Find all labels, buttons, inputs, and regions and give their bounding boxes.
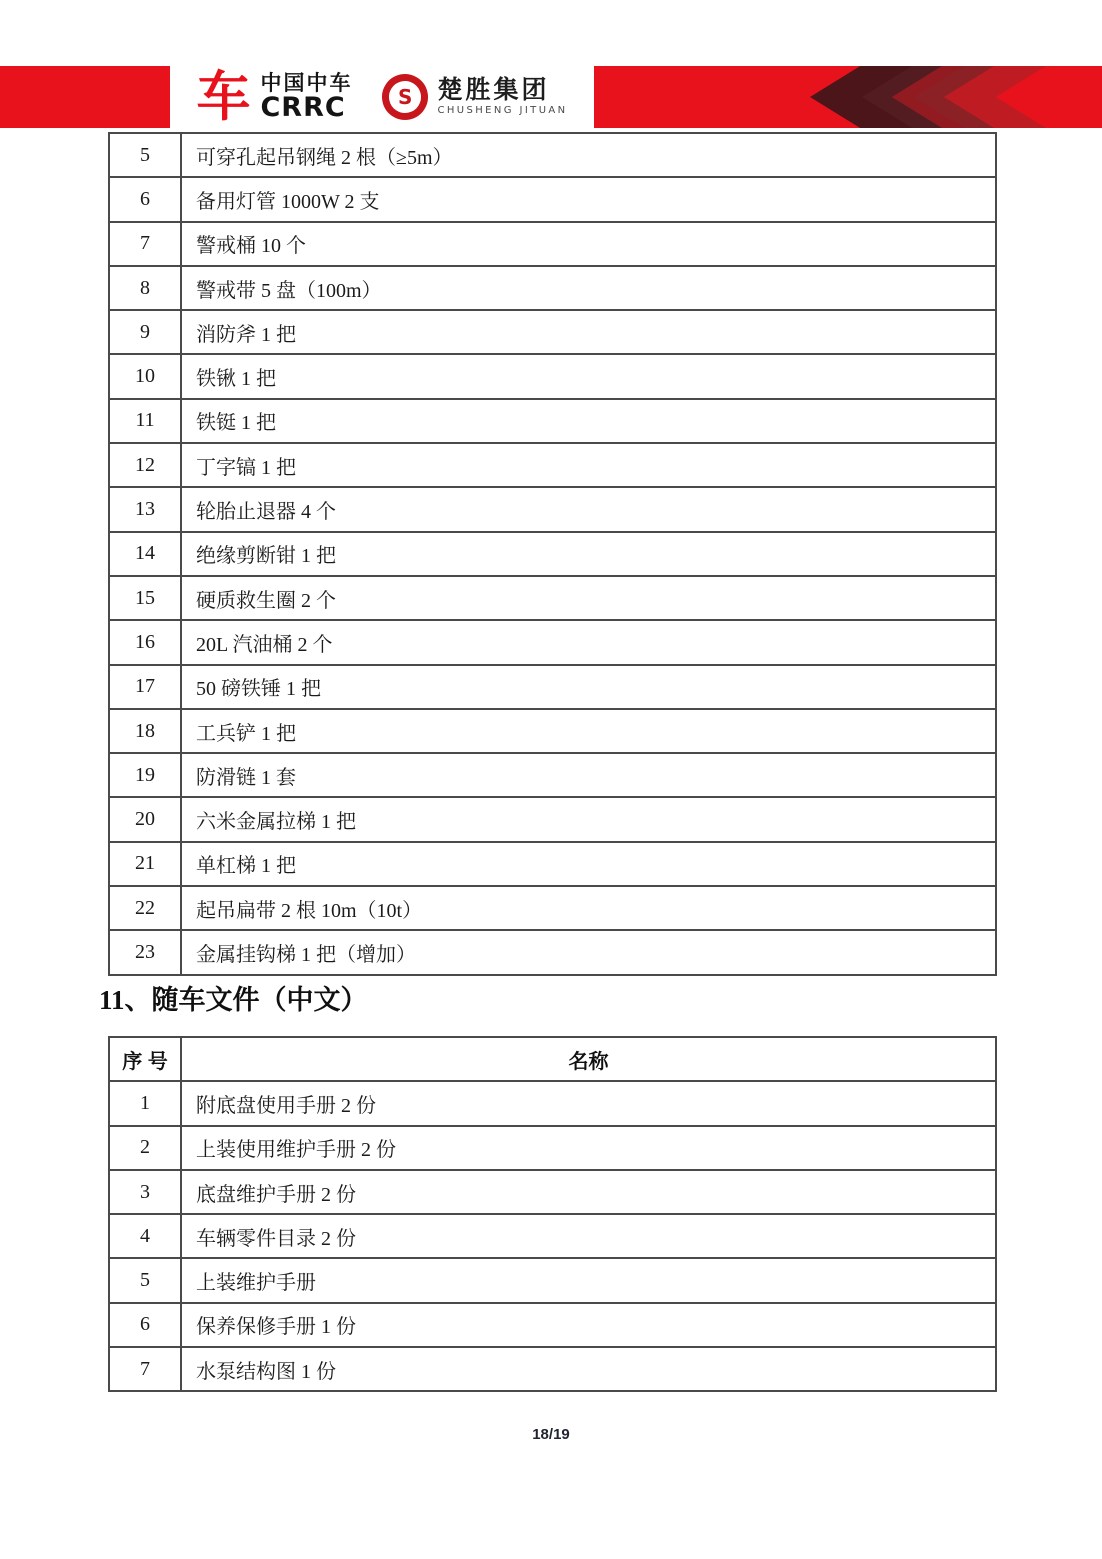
column-header-name: 名称 [181, 1037, 996, 1081]
table-row [109, 576, 996, 620]
table-row [109, 620, 996, 664]
row-name: 轮胎止退器 4 个 [181, 487, 996, 531]
chusheng-logo [382, 74, 567, 120]
row-number: 12 [109, 443, 181, 487]
table-row [109, 753, 996, 797]
section-title: 11、随车文件（中文） [99, 985, 368, 1015]
table-row [109, 532, 996, 576]
table-row [109, 797, 996, 841]
header-red-block-left [0, 66, 170, 128]
row-number: 19 [109, 753, 181, 797]
table-row [109, 1303, 996, 1347]
row-number: 8 [109, 266, 181, 310]
row-name: 铁锹 1 把 [181, 354, 996, 398]
row-number: 3 [109, 1170, 181, 1214]
row-number: 16 [109, 620, 181, 664]
row-name: 20L 汽油桶 2 个 [181, 620, 996, 664]
row-number: 4 [109, 1214, 181, 1258]
crrc-name-en: CRRC [260, 91, 346, 123]
table-row [109, 886, 996, 930]
row-number: 1 [109, 1081, 181, 1125]
table-row [109, 1258, 996, 1302]
table-row [109, 399, 996, 443]
table-header-row [109, 1037, 996, 1081]
row-number: 6 [109, 177, 181, 221]
row-number: 14 [109, 532, 181, 576]
row-name: 绝缘剪断钳 1 把 [181, 532, 996, 576]
column-header-no: 序 号 [109, 1037, 181, 1081]
table-row [109, 1081, 996, 1125]
row-number: 17 [109, 665, 181, 709]
row-name: 警戒桶 10 个 [181, 222, 996, 266]
row-name: 消防斧 1 把 [181, 310, 996, 354]
table-row [109, 177, 996, 221]
crrc-name-cn: 中国中车 [260, 70, 353, 95]
equipment-table [108, 132, 997, 976]
row-number: 7 [109, 1347, 181, 1391]
row-name: 警戒带 5 盘（100m） [181, 266, 996, 310]
header-logo-area [170, 66, 594, 128]
row-name: 金属挂钩梯 1 把（增加） [181, 930, 996, 974]
chusheng-emblem-icon [378, 70, 433, 125]
row-name: 50 磅铁锤 1 把 [181, 665, 996, 709]
chusheng-name-en: CHUSHENG JITUAN [437, 105, 568, 117]
table-row [109, 930, 996, 974]
row-number: 9 [109, 310, 181, 354]
documents-table [108, 1036, 997, 1392]
row-number: 13 [109, 487, 181, 531]
chusheng-emblem-letter: S [398, 85, 413, 109]
table-row [109, 443, 996, 487]
table-row [109, 1214, 996, 1258]
row-name: 防滑链 1 套 [181, 753, 996, 797]
header-red-block-right [594, 66, 1102, 128]
table-row [109, 354, 996, 398]
row-name: 硬质救生圈 2 个 [181, 576, 996, 620]
table-row [109, 1126, 996, 1170]
row-number: 2 [109, 1126, 181, 1170]
chusheng-name-cn: 楚胜集团 [437, 75, 550, 105]
row-name: 单杠梯 1 把 [181, 842, 996, 886]
page-number: 18/19 [532, 1426, 570, 1443]
row-number: 15 [109, 576, 181, 620]
table-row [109, 1347, 996, 1391]
page-header [0, 66, 1102, 128]
row-name: 底盘维护手册 2 份 [181, 1170, 996, 1214]
row-name: 铁铤 1 把 [181, 399, 996, 443]
row-name: 车辆零件目录 2 份 [181, 1214, 996, 1258]
row-number: 5 [109, 1258, 181, 1302]
table-row [109, 133, 996, 177]
row-number: 18 [109, 709, 181, 753]
crrc-logo [196, 65, 353, 128]
row-name: 丁字镐 1 把 [181, 443, 996, 487]
row-name: 水泵结构图 1 份 [181, 1347, 996, 1391]
row-name: 可穿孔起吊钢绳 2 根（≥5m） [181, 133, 996, 177]
row-number: 21 [109, 842, 181, 886]
row-number: 6 [109, 1303, 181, 1347]
table-row [109, 842, 996, 886]
table-row [109, 310, 996, 354]
row-number: 20 [109, 797, 181, 841]
row-name: 上装使用维护手册 2 份 [181, 1126, 996, 1170]
table-row [109, 487, 996, 531]
row-number: 10 [109, 354, 181, 398]
table-row [109, 1170, 996, 1214]
row-name: 保养保修手册 1 份 [181, 1303, 996, 1347]
row-name: 起吊扁带 2 根 10m（10t） [181, 886, 996, 930]
crrc-emblem-icon: 车 [196, 65, 251, 128]
row-number: 5 [109, 133, 181, 177]
row-name: 工兵铲 1 把 [181, 709, 996, 753]
table-row [109, 266, 996, 310]
table-row [109, 665, 996, 709]
row-number: 22 [109, 886, 181, 930]
row-name: 六米金属拉梯 1 把 [181, 797, 996, 841]
table-row [109, 222, 996, 266]
table-row [109, 709, 996, 753]
row-name: 附底盘使用手册 2 份 [181, 1081, 996, 1125]
row-number: 11 [109, 399, 181, 443]
row-number: 7 [109, 222, 181, 266]
row-name: 备用灯管 1000W 2 支 [181, 177, 996, 221]
row-number: 23 [109, 930, 181, 974]
row-name: 上装维护手册 [181, 1258, 996, 1302]
